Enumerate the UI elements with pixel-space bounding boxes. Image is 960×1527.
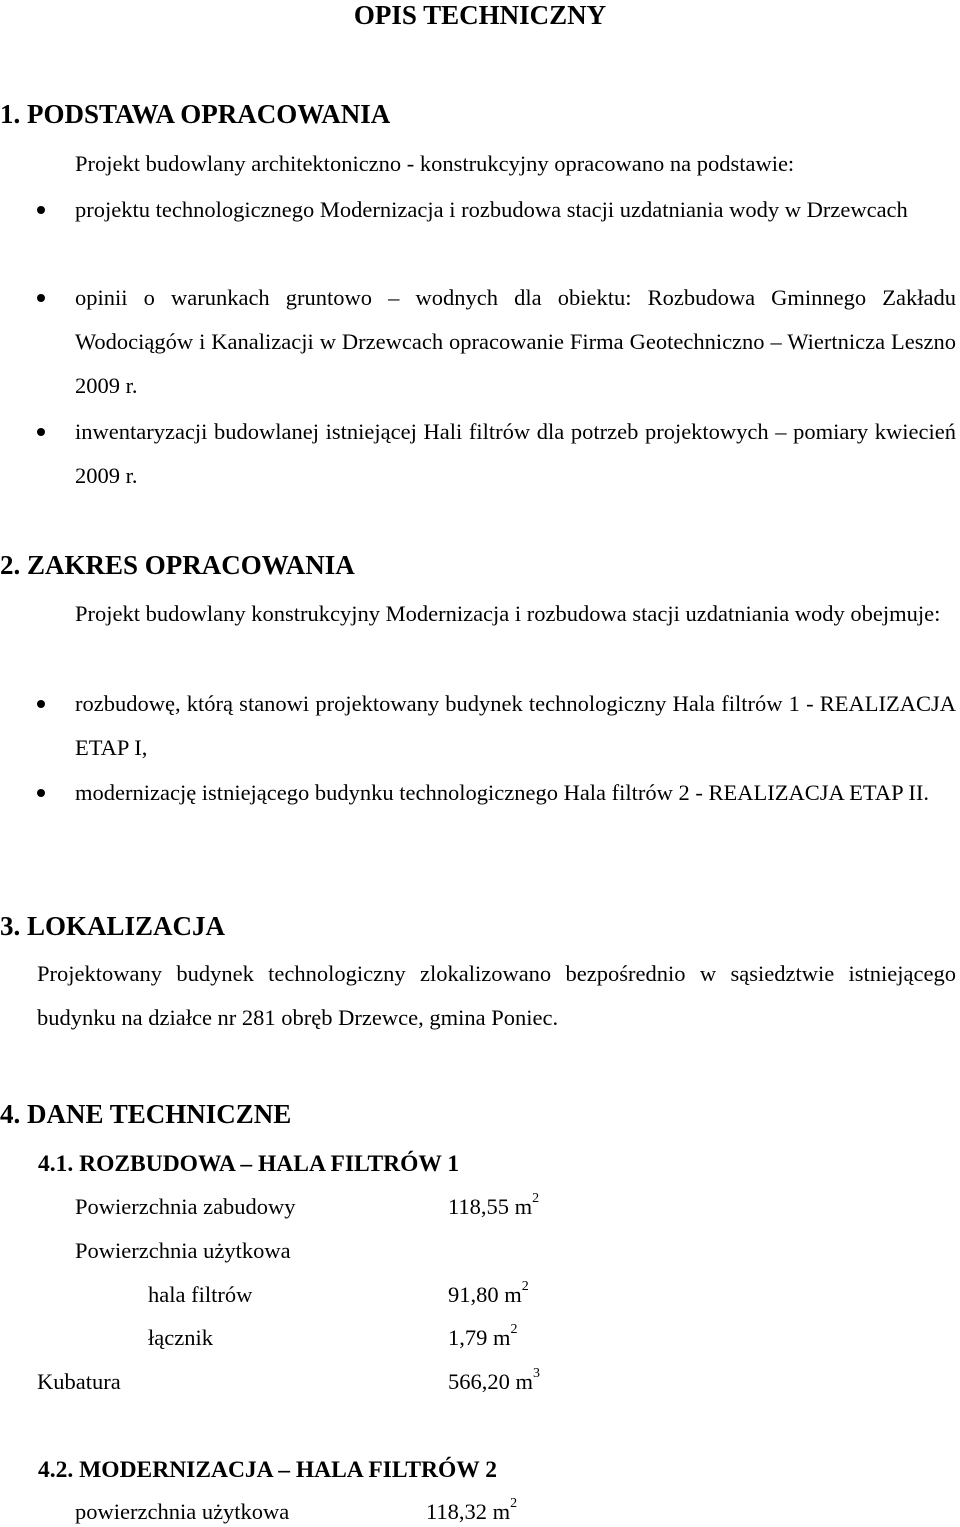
tech-data-value: 566,20 $m^3$ — [448, 1366, 541, 1394]
section-2-item: modernizację istniejącego budynku technologicznego Hala filtrów 2 - REALIZACJA ETAP II. — [75, 780, 930, 805]
tech-data-value: 118,55 $m^2$ — [448, 1191, 540, 1219]
tech-data-label: powierzchnia użytkowa — [75, 1499, 290, 1524]
tech-data-label: hala filtrów — [148, 1282, 253, 1307]
section-2-intro: Projekt budowlany konstrukcyjny Modernizacja i rozbudowa stacji uzdatniania wody obejmuje: — [75, 601, 941, 626]
tech-data-value: 1,79 $m^2$ — [448, 1322, 518, 1350]
section-3-text: Projektowany budynek technologiczny zlokalizowano bezpośrednio w sąsiedztwie istniejącego budynku na działce nr 281 obręb Drzewce, gmina Poniec. — [37, 961, 956, 1030]
bullet-icon — [37, 700, 45, 708]
bullet-icon — [37, 206, 45, 214]
bullet-icon — [37, 428, 45, 436]
section-2-heading: 2. ZAKRES OPRACOWANIA — [0, 550, 355, 580]
tech-data-label: Kubatura — [37, 1369, 121, 1394]
tech-data-value: 91,80 $m^2$ — [448, 1279, 529, 1307]
section-1-item: opinii o warunkach gruntowo – wodnych dla obiektu: Rozbudowa Gminnego Zakładu Wodociągów i Kanalizacji w Drzewcach opracowanie Firma Geotechniczno – Wiertnicza Leszno 2009 r. — [75, 285, 956, 398]
section-4-2-heading: 4.2. MODERNIZACJA – HALA FILTRÓW 2 — [38, 1457, 497, 1483]
tech-data-label: Powierzchnia zabudowy — [75, 1194, 296, 1219]
section-1-heading: 1. PODSTAWA OPRACOWANIA — [0, 99, 391, 129]
tech-data-label: łącznik — [148, 1325, 213, 1350]
page-title: OPIS TECHNICZNY — [353, 0, 607, 30]
bullet-icon — [37, 789, 45, 797]
section-3-heading: 3. LOKALIZACJA — [0, 911, 226, 941]
section-1-intro: Projekt budowlany architektoniczno - konstrukcyjny opracowano na podstawie: — [75, 151, 795, 176]
tech-data-label: Powierzchnia użytkowa — [75, 1238, 291, 1263]
section-2-item: rozbudowę, którą stanowi projektowany budynek technologiczny Hala filtrów 1 - REALIZACJA ETAP I, — [75, 691, 956, 760]
section-4-heading: 4. DANE TECHNICZNE — [0, 1099, 292, 1129]
section-1-item: projektu technologicznego Modernizacja i rozbudowa stacji uzdatniania wody w Drzewcach — [75, 197, 908, 222]
section-4-1-heading: 4.1. ROZBUDOWA – HALA FILTRÓW 1 — [38, 1151, 460, 1177]
bullet-icon — [37, 294, 45, 302]
tech-data-value: 118,32 $m^2$ — [426, 1496, 518, 1524]
section-1-item: inwentaryzacji budowlanej istniejącej Hali filtrów dla potrzeb projektowych – pomiary kwiecień 2009 r. — [75, 419, 956, 488]
